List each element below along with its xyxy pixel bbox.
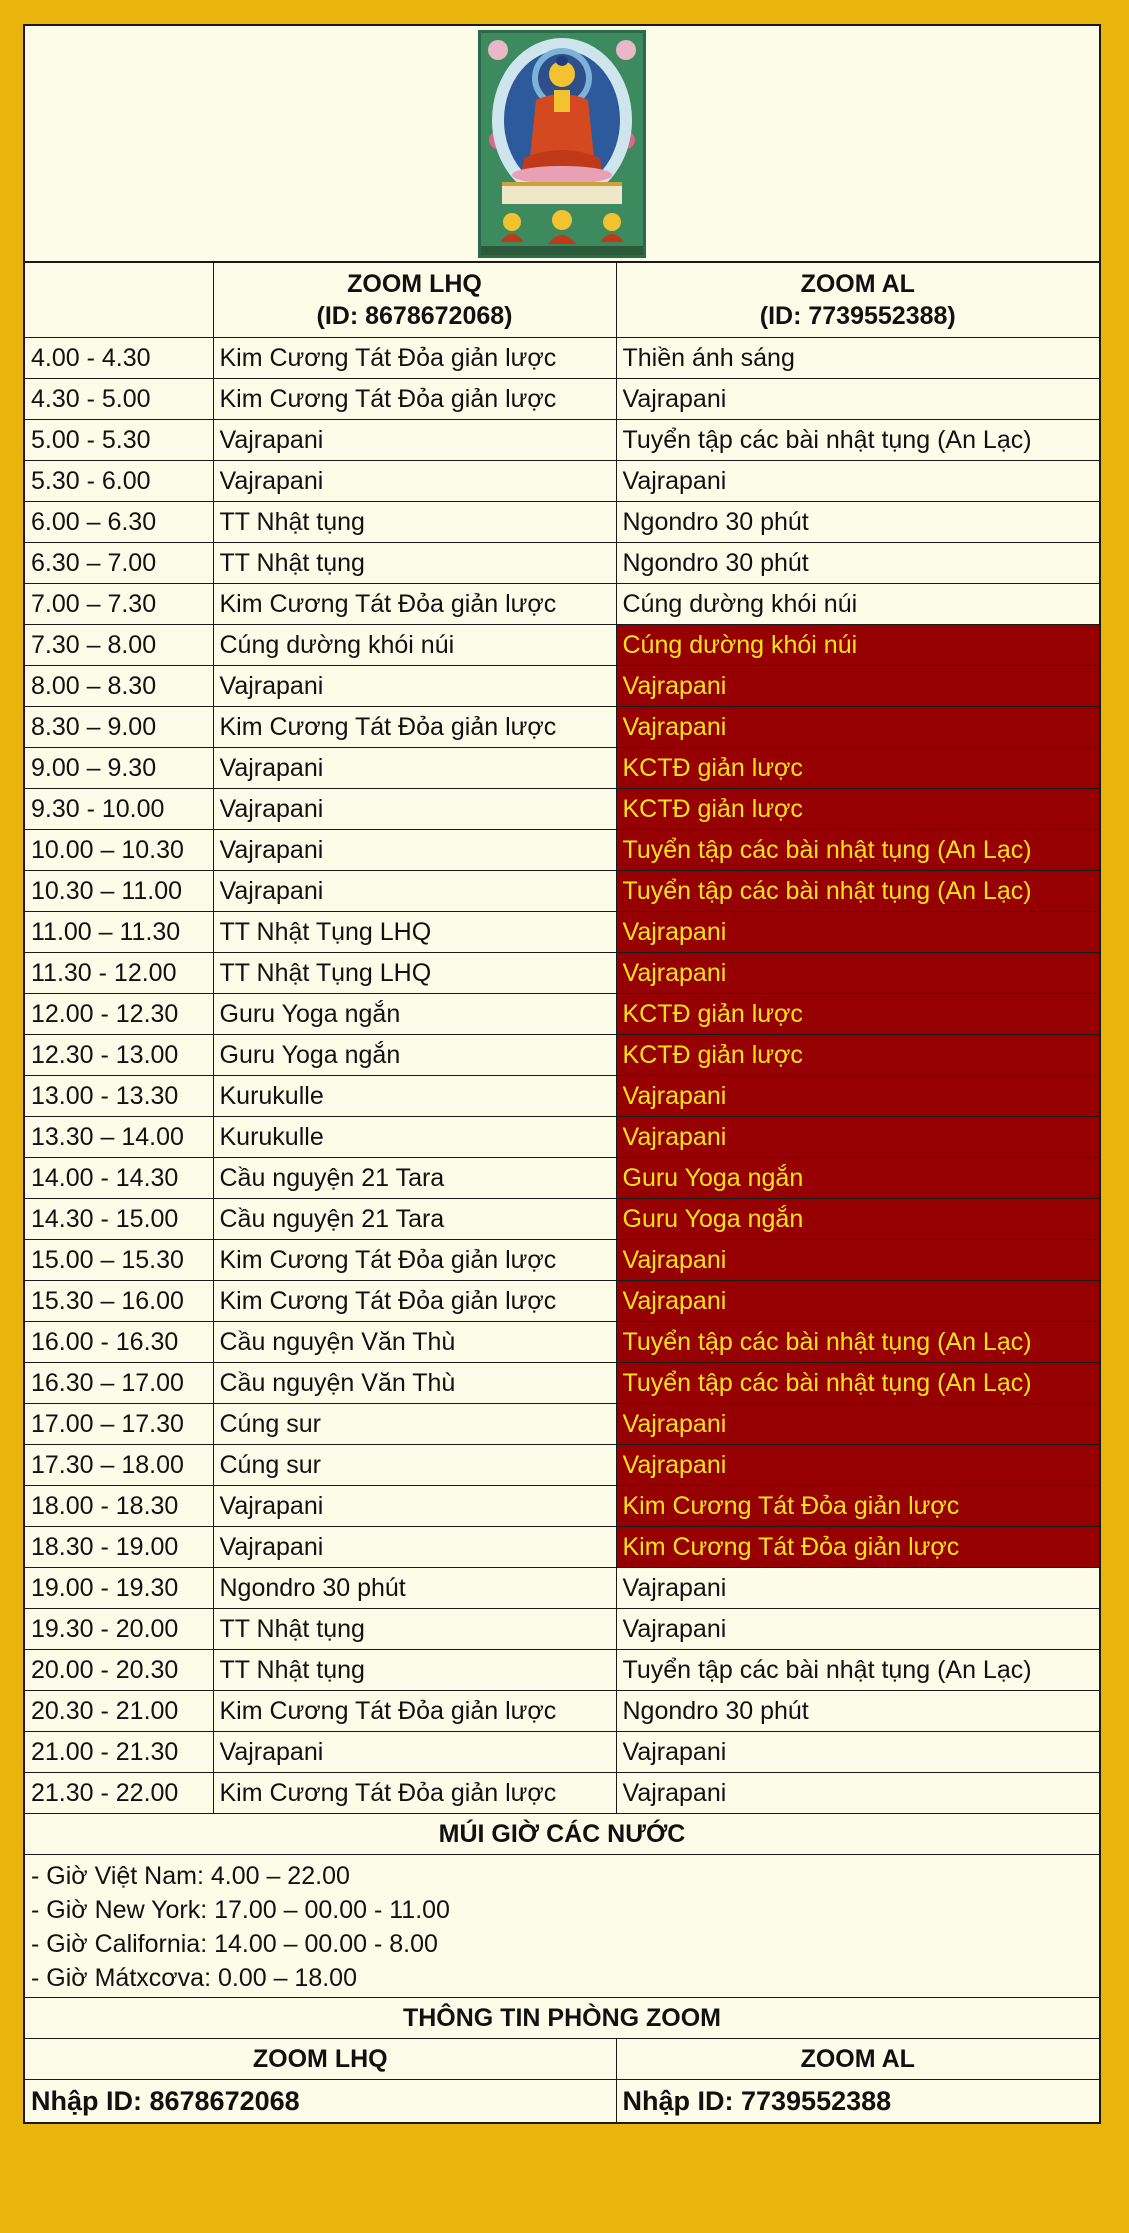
- zoom-al-title: ZOOM AL: [800, 270, 915, 298]
- zoom-lhq-cell: Cúng sur: [213, 1404, 616, 1445]
- time-cell: 8.30 – 9.00: [25, 707, 213, 748]
- zoom-al-cell: Thiền ánh sáng: [616, 338, 1099, 379]
- schedule-row: [25, 1609, 1099, 1650]
- zoom-al-cell: Vajrapani: [616, 1609, 1099, 1650]
- zoom-lhq-column-header: [213, 263, 616, 338]
- zoom-lhq-cell: Vajrapani: [213, 1732, 616, 1773]
- schedule-sheet: [23, 24, 1101, 2124]
- time-cell: 4.00 - 4.30: [25, 338, 213, 379]
- time-cell: 14.00 - 14.30: [25, 1158, 213, 1199]
- time-cell: 13.00 - 13.30: [25, 1076, 213, 1117]
- zoom-al-id: (ID: 7739552388): [759, 302, 956, 330]
- zoom-al-cell: Ngondro 30 phút: [616, 543, 1099, 584]
- schedule-table: [25, 263, 1099, 1813]
- time-cell: 18.30 - 19.00: [25, 1527, 213, 1568]
- zoom-al-cell: Kim Cương Tát Đỏa giản lược: [616, 1486, 1099, 1527]
- zoom-lhq-cell: Kim Cương Tát Đỏa giản lược: [213, 707, 616, 748]
- zoom-lhq-cell: Vajrapani: [213, 461, 616, 502]
- timezones-list: [25, 1855, 1099, 1998]
- zoom-lhq-cell: Cầu nguyện 21 Tara: [213, 1158, 616, 1199]
- schedule-row: [25, 379, 1099, 420]
- zoom-al-cell: Vajrapani: [616, 1076, 1099, 1117]
- zoom-lhq-cell: Kim Cương Tát Đỏa giản lược: [213, 1773, 616, 1814]
- schedule-row: [25, 1486, 1099, 1527]
- zoom-al-cell: Vajrapani: [616, 1240, 1099, 1281]
- schedule-row: [25, 994, 1099, 1035]
- time-cell: 9.00 – 9.30: [25, 748, 213, 789]
- time-cell: 5.00 - 5.30: [25, 420, 213, 461]
- zoom-lhq-cell: Vajrapani: [213, 830, 616, 871]
- zoom-lhq-cell: Cầu nguyện 21 Tara: [213, 1199, 616, 1240]
- schedule-row: [25, 543, 1099, 584]
- zoom-al-cell: Tuyển tập các bài nhật tụng (An Lạc): [616, 1322, 1099, 1363]
- schedule-row: [25, 1527, 1099, 1568]
- zoom-al-cell: Guru Yoga ngắn: [616, 1158, 1099, 1199]
- timezone-line: - Giờ Mátxcơva: 0.00 – 18.00: [31, 1964, 357, 1992]
- zoom-lhq-cell: Cúng sur: [213, 1445, 616, 1486]
- time-cell: 19.00 - 19.30: [25, 1568, 213, 1609]
- zoom-lhq-id: (ID: 8678672068): [316, 302, 513, 330]
- zoom-al-cell: Tuyển tập các bài nhật tụng (An Lạc): [616, 871, 1099, 912]
- time-cell: 6.00 – 6.30: [25, 502, 213, 543]
- zoom-al-cell: Vajrapani: [616, 1732, 1099, 1773]
- time-column-header: [25, 263, 213, 338]
- time-cell: 7.00 – 7.30: [25, 584, 213, 625]
- zoom-al-cell: Kim Cương Tát Đỏa giản lược: [616, 1527, 1099, 1568]
- zoom-al-cell: Vajrapani: [616, 666, 1099, 707]
- zoom-lhq-cell: Kim Cương Tát Đỏa giản lược: [213, 1240, 616, 1281]
- zoom-al-cell: Tuyển tập các bài nhật tụng (An Lạc): [616, 830, 1099, 871]
- schedule-row: [25, 1404, 1099, 1445]
- time-cell: 17.30 – 18.00: [25, 1445, 213, 1486]
- schedule-row: [25, 420, 1099, 461]
- zoom-lhq-cell: TT Nhật tụng: [213, 1609, 616, 1650]
- time-cell: 21.00 - 21.30: [25, 1732, 213, 1773]
- schedule-row: [25, 1322, 1099, 1363]
- zoom-al-cell: Tuyển tập các bài nhật tụng (An Lạc): [616, 1650, 1099, 1691]
- schedule-row: [25, 1773, 1099, 1814]
- zoom-lhq-cell: Kim Cương Tát Đỏa giản lược: [213, 338, 616, 379]
- zoom-info-title: THÔNG TIN PHÒNG ZOOM: [25, 1998, 1099, 2039]
- zoom-lhq-cell: Kurukulle: [213, 1076, 616, 1117]
- zoom-al-label: ZOOM AL: [616, 2039, 1099, 2080]
- zoom-al-cell: Vajrapani: [616, 953, 1099, 994]
- schedule-row: [25, 707, 1099, 748]
- zoom-lhq-cell: Kim Cương Tát Đỏa giản lược: [213, 1281, 616, 1322]
- schedule-row: [25, 1076, 1099, 1117]
- zoom-al-cell: KCTĐ giản lược: [616, 748, 1099, 789]
- zoom-lhq-cell: TT Nhật Tụng LHQ: [213, 912, 616, 953]
- zoom-al-cell: Vajrapani: [616, 1445, 1099, 1486]
- timezone-line: - Giờ California: 14.00 – 00.00 - 8.00: [31, 1930, 438, 1958]
- zoom-lhq-cell: Cúng dường khói núi: [213, 625, 616, 666]
- time-cell: 20.00 - 20.30: [25, 1650, 213, 1691]
- zoom-lhq-cell: Vajrapani: [213, 789, 616, 830]
- zoom-al-cell: Ngondro 30 phút: [616, 1691, 1099, 1732]
- time-cell: 5.30 - 6.00: [25, 461, 213, 502]
- zoom-lhq-cell: TT Nhật tụng: [213, 543, 616, 584]
- schedule-row: [25, 338, 1099, 379]
- time-cell: 16.00 - 16.30: [25, 1322, 213, 1363]
- zoom-al-cell: Vajrapani: [616, 1773, 1099, 1814]
- schedule-row: [25, 830, 1099, 871]
- schedule-header-row: [25, 263, 1099, 338]
- zoom-al-cell: Vajrapani: [616, 1117, 1099, 1158]
- zoom-al-cell: Tuyển tập các bài nhật tụng (An Lạc): [616, 1363, 1099, 1404]
- zoom-lhq-cell: Kurukulle: [213, 1117, 616, 1158]
- zoom-lhq-cell: Vajrapani: [213, 748, 616, 789]
- zoom-al-cell: Vajrapani: [616, 1281, 1099, 1322]
- schedule-rows: [25, 338, 1099, 1814]
- schedule-row: [25, 1240, 1099, 1281]
- zoom-lhq-cell: Vajrapani: [213, 871, 616, 912]
- schedule-row: [25, 1568, 1099, 1609]
- zoom-al-cell: Vajrapani: [616, 1568, 1099, 1609]
- zoom-al-cell: Vajrapani: [616, 379, 1099, 420]
- time-cell: 12.30 - 13.00: [25, 1035, 213, 1076]
- time-cell: 15.00 – 15.30: [25, 1240, 213, 1281]
- time-cell: 10.30 – 11.00: [25, 871, 213, 912]
- time-cell: 13.30 – 14.00: [25, 1117, 213, 1158]
- zoom-lhq-cell: Kim Cương Tát Đỏa giản lược: [213, 379, 616, 420]
- schedule-row: [25, 502, 1099, 543]
- zoom-al-cell: KCTĐ giản lược: [616, 994, 1099, 1035]
- schedule-row: [25, 1363, 1099, 1404]
- time-cell: 12.00 - 12.30: [25, 994, 213, 1035]
- time-cell: 14.30 - 15.00: [25, 1199, 213, 1240]
- zoom-al-cell: Vajrapani: [616, 707, 1099, 748]
- time-cell: 11.00 – 11.30: [25, 912, 213, 953]
- schedule-row: [25, 1691, 1099, 1732]
- zoom-lhq-cell: TT Nhật tụng: [213, 1650, 616, 1691]
- zoom-al-column-header: [616, 263, 1099, 338]
- zoom-al-cell: Tuyển tập các bài nhật tụng (An Lạc): [616, 420, 1099, 461]
- schedule-row: [25, 789, 1099, 830]
- zoom-lhq-cell: Vajrapani: [213, 1486, 616, 1527]
- schedule-row: [25, 1281, 1099, 1322]
- time-cell: 21.30 - 22.00: [25, 1773, 213, 1814]
- schedule-row: [25, 1158, 1099, 1199]
- schedule-row: [25, 584, 1099, 625]
- schedule-row: [25, 953, 1099, 994]
- schedule-row: [25, 1199, 1099, 1240]
- schedule-row: [25, 748, 1099, 789]
- schedule-row: [25, 1035, 1099, 1076]
- zoom-lhq-label: ZOOM LHQ: [25, 2039, 616, 2080]
- schedule-row: [25, 461, 1099, 502]
- schedule-row: [25, 1732, 1099, 1773]
- time-cell: 15.30 – 16.00: [25, 1281, 213, 1322]
- zoom-lhq-cell: Guru Yoga ngắn: [213, 994, 616, 1035]
- zoom-lhq-cell: TT Nhật Tụng LHQ: [213, 953, 616, 994]
- zoom-lhq-cell: Vajrapani: [213, 1527, 616, 1568]
- zoom-lhq-cell: Vajrapani: [213, 666, 616, 707]
- zoom-al-cell: Cúng dường khói núi: [616, 625, 1099, 666]
- zoom-al-cell: Vajrapani: [616, 912, 1099, 953]
- zoom-al-cell: Cúng dường khói núi: [616, 584, 1099, 625]
- zoom-lhq-cell: Vajrapani: [213, 420, 616, 461]
- zoom-al-id-entry: Nhập ID: 7739552388: [616, 2080, 1099, 2123]
- zoom-lhq-cell: Kim Cương Tát Đỏa giản lược: [213, 584, 616, 625]
- time-cell: 11.30 - 12.00: [25, 953, 213, 994]
- schedule-row: [25, 912, 1099, 953]
- zoom-al-cell: Vajrapani: [616, 461, 1099, 502]
- zoom-lhq-cell: Kim Cương Tát Đỏa giản lược: [213, 1691, 616, 1732]
- schedule-row: [25, 625, 1099, 666]
- time-cell: 20.30 - 21.00: [25, 1691, 213, 1732]
- time-cell: 7.30 – 8.00: [25, 625, 213, 666]
- zoom-al-cell: KCTĐ giản lược: [616, 1035, 1099, 1076]
- zoom-lhq-cell: TT Nhật tụng: [213, 502, 616, 543]
- info-table: [25, 1813, 1099, 2122]
- time-cell: 19.30 - 20.00: [25, 1609, 213, 1650]
- schedule-row: [25, 1117, 1099, 1158]
- schedule-row: [25, 666, 1099, 707]
- zoom-lhq-cell: Guru Yoga ngắn: [213, 1035, 616, 1076]
- time-cell: 17.00 – 17.30: [25, 1404, 213, 1445]
- timezone-line: - Giờ New York: 17.00 – 00.00 - 11.00: [31, 1896, 450, 1924]
- zoom-al-cell: Ngondro 30 phút: [616, 502, 1099, 543]
- zoom-lhq-cell: Ngondro 30 phút: [213, 1568, 616, 1609]
- time-cell: 10.00 – 10.30: [25, 830, 213, 871]
- thangka-banner: [25, 26, 1099, 263]
- time-cell: 18.00 - 18.30: [25, 1486, 213, 1527]
- schedule-row: [25, 1650, 1099, 1691]
- time-cell: 4.30 - 5.00: [25, 379, 213, 420]
- zoom-lhq-title: ZOOM LHQ: [347, 270, 482, 298]
- timezones-title: MÚI GIỜ CÁC NƯỚC: [25, 1814, 1099, 1855]
- zoom-al-cell: KCTĐ giản lược: [616, 789, 1099, 830]
- zoom-lhq-cell: Cầu nguyện Văn Thù: [213, 1363, 616, 1404]
- timezone-line: - Giờ Việt Nam: 4.00 – 22.00: [31, 1862, 350, 1890]
- zoom-al-cell: Guru Yoga ngắn: [616, 1199, 1099, 1240]
- schedule-row: [25, 1445, 1099, 1486]
- time-cell: 8.00 – 8.30: [25, 666, 213, 707]
- time-cell: 9.30 - 10.00: [25, 789, 213, 830]
- schedule-row: [25, 871, 1099, 912]
- zoom-lhq-id-entry: Nhập ID: 8678672068: [25, 2080, 616, 2123]
- time-cell: 16.30 – 17.00: [25, 1363, 213, 1404]
- zoom-lhq-cell: Cầu nguyện Văn Thù: [213, 1322, 616, 1363]
- zoom-al-cell: Vajrapani: [616, 1404, 1099, 1445]
- buddha-thangka-icon: [478, 30, 646, 258]
- time-cell: 6.30 – 7.00: [25, 543, 213, 584]
